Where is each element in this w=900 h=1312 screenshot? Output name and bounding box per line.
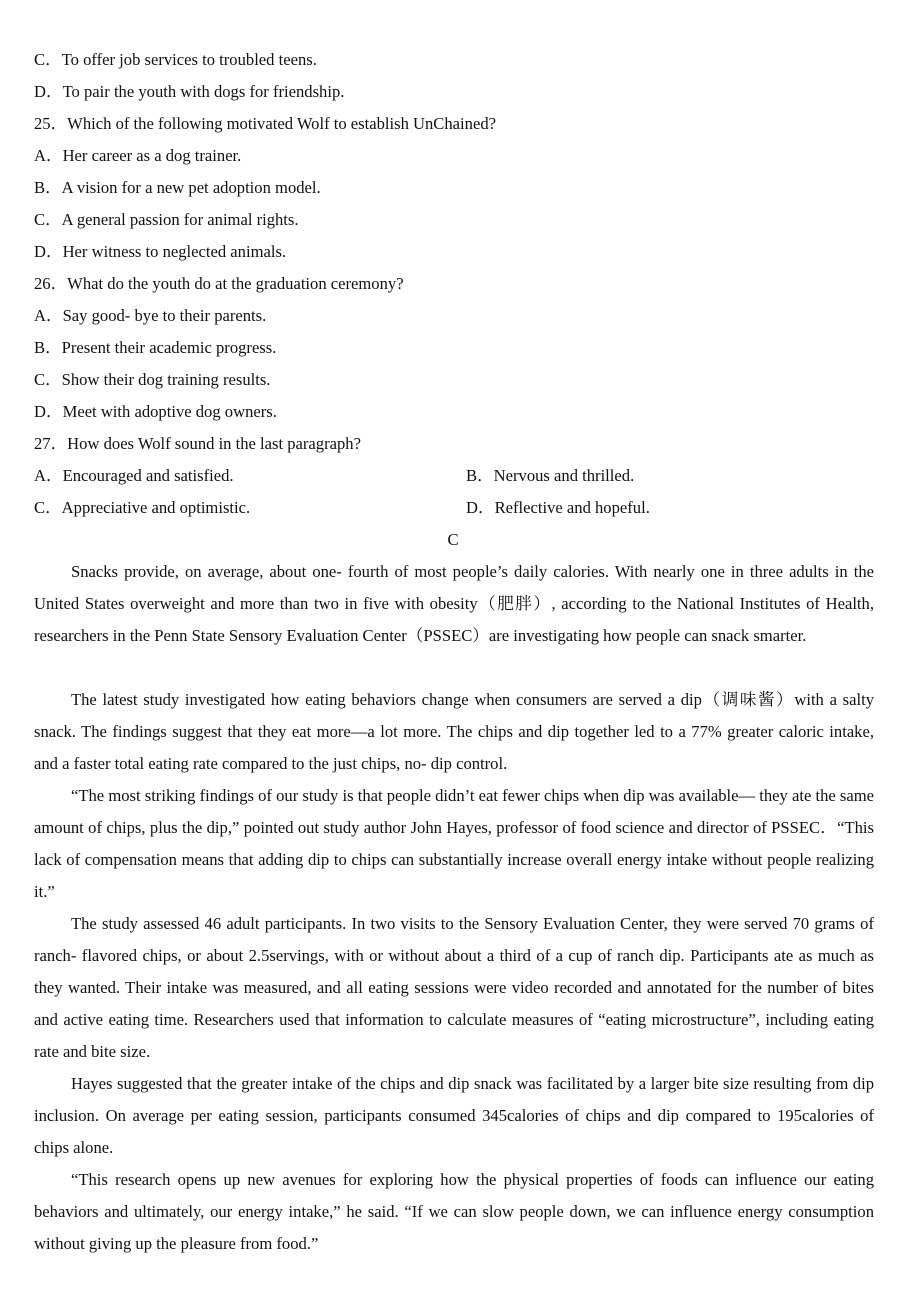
q27-option-d: D．Reflective and hopeful. (466, 498, 650, 517)
q26-option-c: C．Show their dog training results. (34, 370, 271, 389)
section-heading: C (447, 530, 459, 549)
q27-stem: 27．How does Wolf sound in the last paragraph? (34, 434, 361, 453)
passage-paragraph: “The most striking findings of our study is that people didn’t eat fewer chips when dip was available— they ate the same amount of chips, plus the dip,” pointed out study author John Hayes, professor of food science and director of PSSEC．“This lack of compensation means that adding dip to chips can substantially increase overall energy intake without people realizing it.” (34, 786, 874, 901)
q24-option-c: C．To offer job services to troubled teens. (34, 50, 317, 69)
passage-paragraph: “This research opens up new avenues for exploring how the physical properties of foods can influence our eating behaviors and ultimately, our energy intake,” he said. “If we can slow people down, we can influence energy consumption without giving up the pleasure from food.” (34, 1170, 874, 1253)
q26-stem: 26．What do the youth do at the graduation ceremony? (34, 274, 404, 293)
q25-stem: 25．Which of the following motivated Wolf to establish UnChained? (34, 114, 496, 133)
q24-option-d: D．To pair the youth with dogs for friendship. (34, 82, 345, 101)
q26-option-a: A．Say good- bye to their parents. (34, 306, 267, 325)
passage-paragraph: Snacks provide, on average, about one- fourth of most people’s daily calories. With nearly one in three adults in the United States overweight and more than two in five with obesity（肥胖）, according to the National Institutes of Health, researchers in the Penn State Sensory Evaluation Center（PSSEC）are investigating how people can snack smarter. (34, 562, 874, 645)
q27-option-a: A．Encouraged and satisfied. (34, 466, 234, 485)
q27-option-b: B．Nervous and thrilled. (466, 466, 635, 485)
passage-paragraph: The latest study investigated how eating behaviors change when consumers are served a dip（调味酱）with a salty snack. The findings suggest that they eat more—a lot more. The chips and dip together led to a 77% greater caloric intake, and a faster total eating rate compared to the just chips, no- dip control. (34, 690, 874, 773)
passage-paragraph: The study assessed 46 adult participants. In two visits to the Sensory Evaluation Center, they were served 70 grams of ranch- flavored chips, or about 2.5servings, with or without about a third of a cup of ranch dip. Participants ate as much as they wanted. Their intake was measured, and all eating sessions were video recorded and annotated for the number of bites and active eating time. Researchers used that information to calculate measures of “eating microstructure”, including eating rate and bite size. (34, 914, 874, 1061)
q26-option-b: B．Present their academic progress. (34, 338, 277, 357)
q25-option-c: C．A general passion for animal rights. (34, 210, 299, 229)
q25-option-d: D．Her witness to neglected animals. (34, 242, 287, 261)
q26-option-d: D．Meet with adoptive dog owners. (34, 402, 277, 421)
q25-option-a: A．Her career as a dog trainer. (34, 146, 242, 165)
q27-option-c: C．Appreciative and optimistic. (34, 498, 251, 517)
q25-option-b: B．A vision for a new pet adoption model. (34, 178, 321, 197)
passage-paragraph: Hayes suggested that the greater intake of the chips and dip snack was facilitated by a larger bite size resulting from dip inclusion. On average per eating session, participants consumed 345calories of chips and dip compared to 195calories of chips alone. (34, 1074, 874, 1157)
